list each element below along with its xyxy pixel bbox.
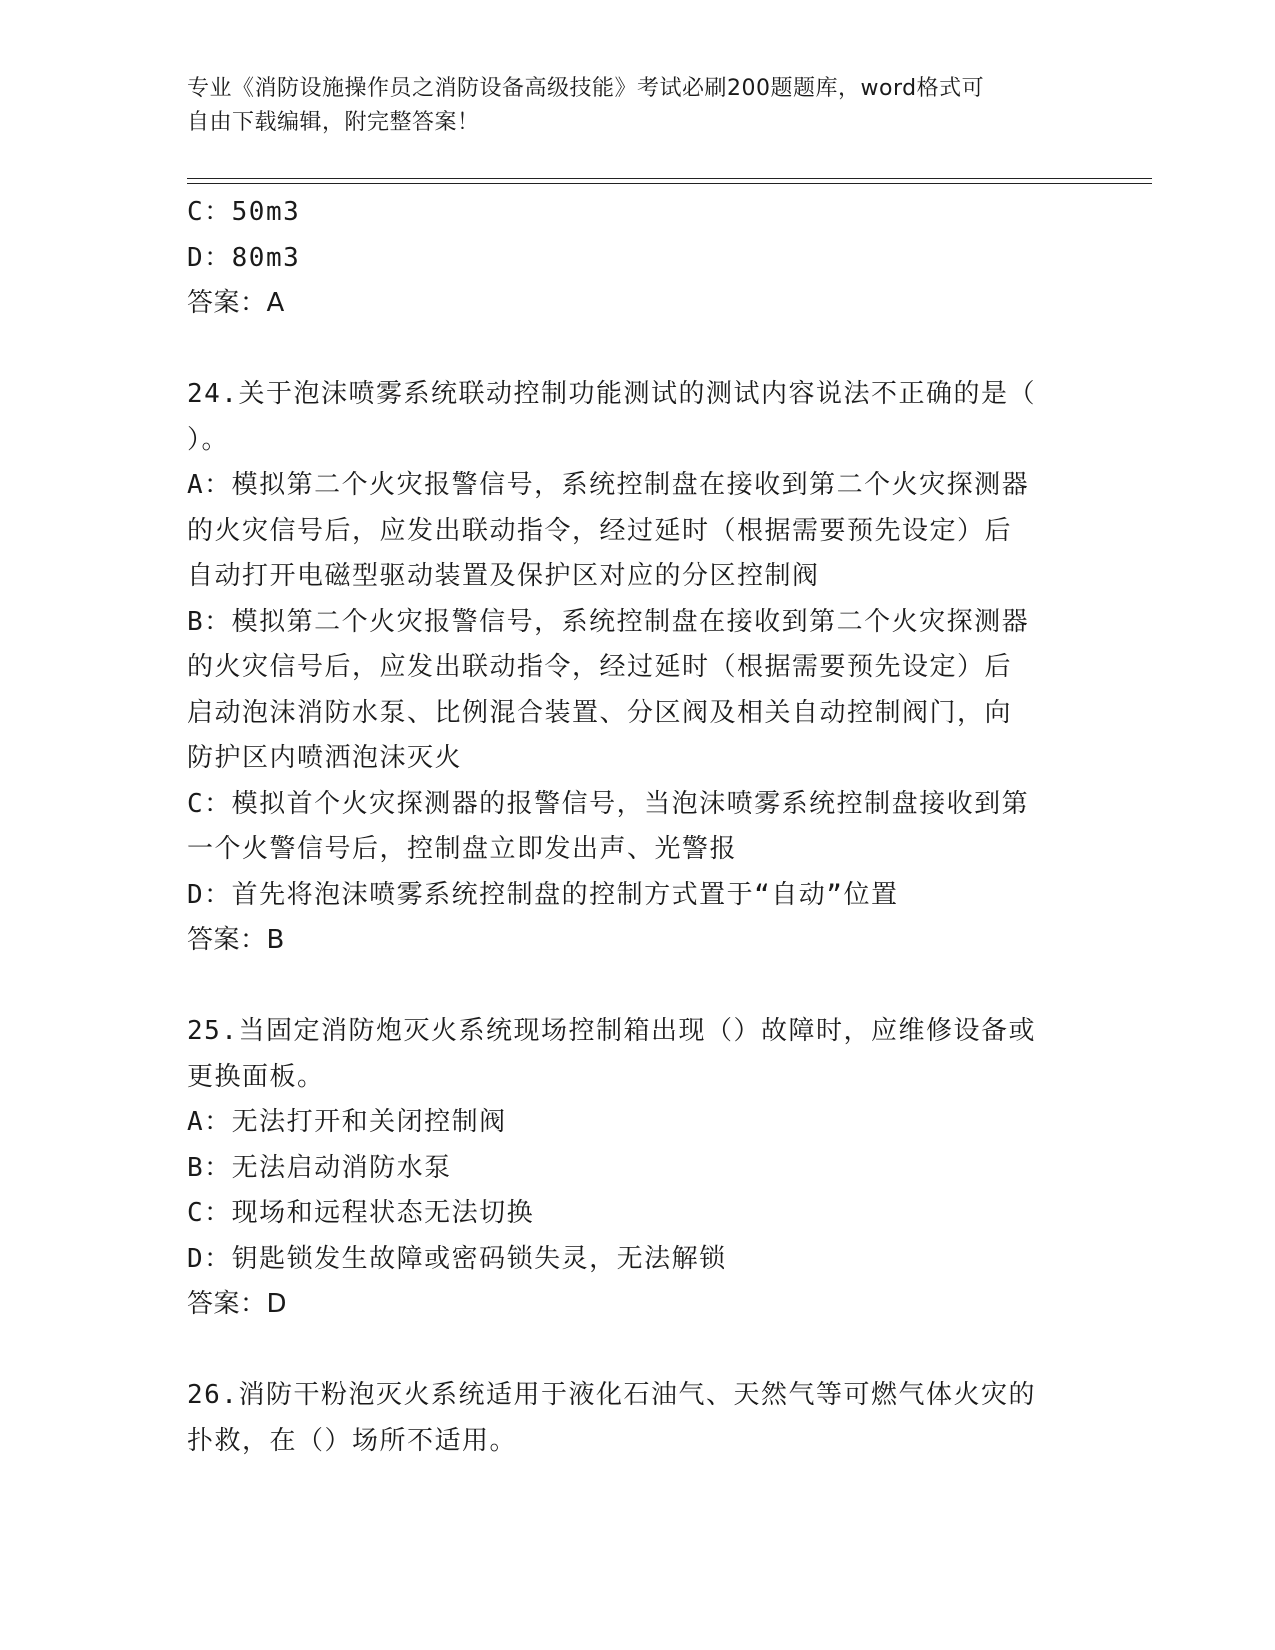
question-block-24 xyxy=(187,372,1077,964)
option-d: D：钥匙锁发生故障或密码锁失灵，无法解锁 xyxy=(187,1243,727,1274)
answer-line: 答案：D xyxy=(187,1289,288,1319)
answer-line: 答案：B xyxy=(187,925,285,955)
option-b: B：无法启动消防水泵 xyxy=(187,1152,452,1183)
header-divider xyxy=(187,178,1152,184)
question-text: 25.当固定消防炮灭火系统现场控制箱出现（）故障时，应维修设备或 xyxy=(187,1016,1036,1046)
question-text: 24.关于泡沫喷雾系统联动控制功能测试的测试内容说法不正确的是（ xyxy=(187,379,1036,409)
spacer xyxy=(187,327,1077,373)
option-c: 一个火警信号后，控制盘立即发出声、光警报 xyxy=(187,834,738,864)
option-d: D：首先将泡沫喷雾系统控制盘的控制方式置于“自动”位置 xyxy=(187,879,899,910)
answer-line: 答案：A xyxy=(187,288,285,318)
option-a: 的火灾信号后，应发出联动指令，经过延时（根据需要预先设定）后 xyxy=(187,515,1013,546)
question-block-23-tail xyxy=(187,190,1077,327)
question-text: ）。 xyxy=(187,424,230,455)
option-a: A：无法打开和关闭控制阀 xyxy=(187,1107,507,1137)
spacer xyxy=(187,964,1077,1010)
question-text: 扑救，在（）场所不适用。 xyxy=(187,1425,518,1456)
header-title-line-2: 自由下载编辑，附完整答案！ xyxy=(187,110,480,135)
spacer xyxy=(187,1328,1077,1374)
question-text: 更换面板。 xyxy=(187,1061,325,1092)
option-b: 防护区内喷洒泡沫灭火 xyxy=(187,743,463,773)
option-d: D：80m3 xyxy=(187,242,301,273)
document-body xyxy=(187,190,1077,1464)
option-c: C：模拟首个火灾探测器的报警信号，当泡沫喷雾系统控制盘接收到第 xyxy=(187,788,1030,819)
option-a: A：模拟第二个火灾报警信号，系统控制盘在接收到第二个火灾探测器 xyxy=(187,470,1030,500)
option-a: 自动打开电磁型驱动装置及保护区对应的分区控制阀 xyxy=(187,561,820,591)
option-c: C：现场和远程状态无法切换 xyxy=(187,1198,535,1228)
option-c: C：50m3 xyxy=(187,197,301,227)
header-title-line-1: 专业《消防设施操作员之消防设备高级技能》考试必刷200题题库，word格式可 xyxy=(187,76,985,101)
option-b: 启动泡沫消防水泵、比例混合装置、分区阀及相关自动控制阀门，向 xyxy=(187,697,1013,728)
document-header xyxy=(187,72,1067,140)
question-block-26 xyxy=(187,1373,1077,1464)
option-b: B：模拟第二个火灾报警信号，系统控制盘在接收到第二个火灾探测器 xyxy=(187,606,1030,637)
question-text: 26.消防干粉泡灭火系统适用于液化石油气、天然气等可燃气体火灾的 xyxy=(187,1380,1036,1410)
option-b: 的火灾信号后，应发出联动指令，经过延时（根据需要预先设定）后 xyxy=(187,652,1013,682)
question-block-25 xyxy=(187,1009,1077,1328)
